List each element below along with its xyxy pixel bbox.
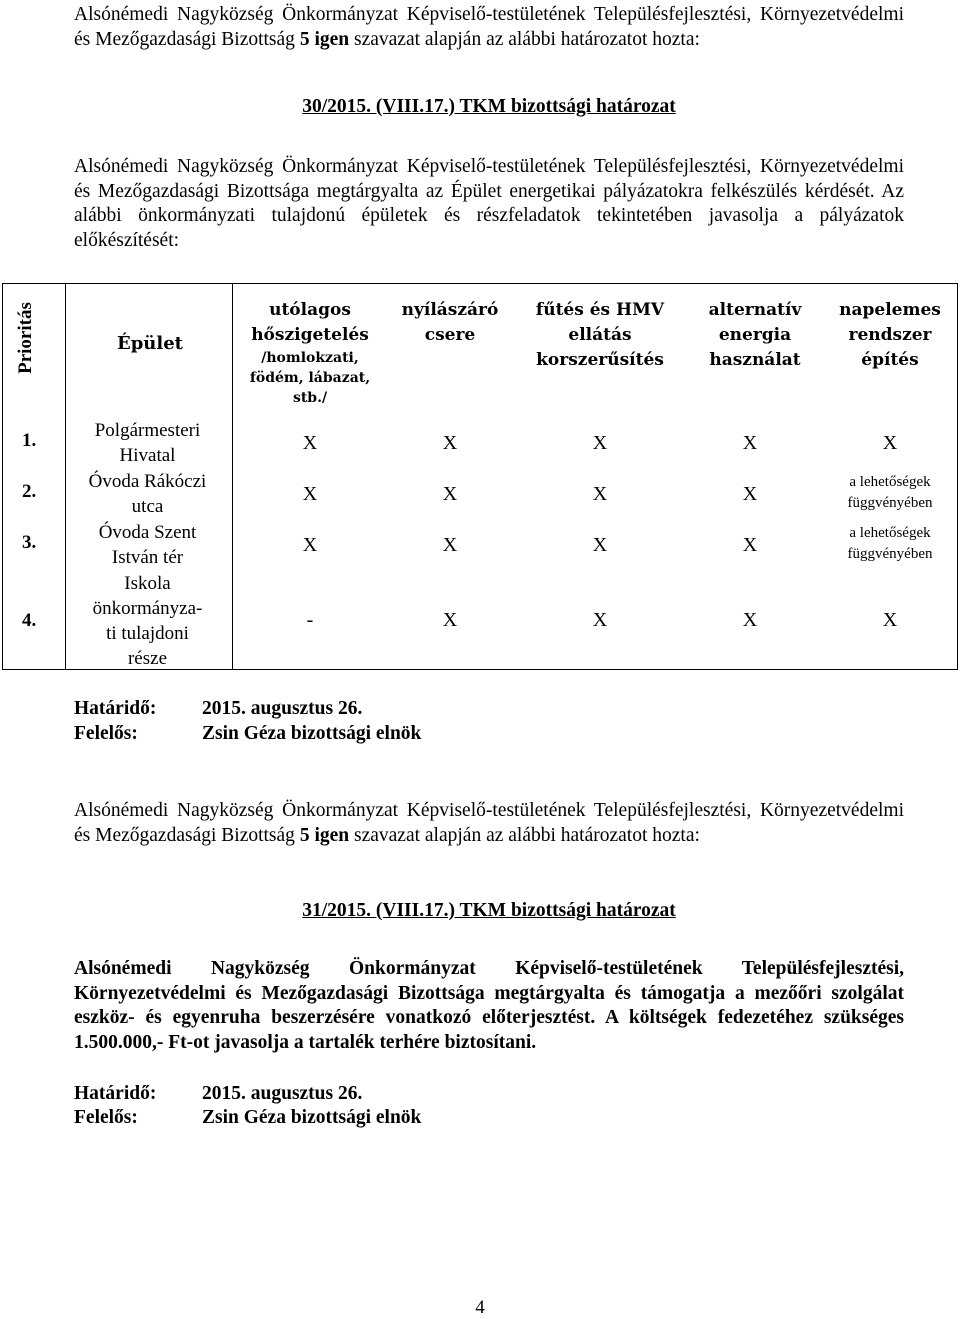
row-4-building: Iskola önkormányza- ti tulajdoni része xyxy=(92,573,203,669)
table-cell: X xyxy=(442,609,458,631)
resolution-30-responsible: Felelős: Zsin Géza bizottsági elnök xyxy=(74,723,422,744)
row-1-number: 1. xyxy=(22,430,37,451)
resolution-30-title: 30/2015. (VIII.17.) TKM bizottsági határozat xyxy=(302,96,676,117)
resolution-31-responsible: Felelős: Zsin Géza bizottsági elnök xyxy=(74,1107,422,1128)
resolution-31-title: 31/2015. (VIII.17.) TKM bizottsági határozat xyxy=(302,900,676,921)
row-2-number: 2. xyxy=(22,481,37,502)
alternative-energy-header: alternatív energia használat xyxy=(708,300,802,370)
table-cell: X xyxy=(302,483,318,505)
table-cell: X xyxy=(592,534,608,556)
table-cell: X xyxy=(742,534,758,556)
solar-header: napelemes rendszer építés xyxy=(839,300,941,370)
table-cell: X xyxy=(882,432,898,454)
table-cell: X xyxy=(442,432,458,454)
row-3-number: 3. xyxy=(22,532,37,553)
row-4-number: 4. xyxy=(22,610,37,631)
window-header: nyílászáró csere xyxy=(401,300,499,345)
page-number: 4 xyxy=(475,1297,485,1318)
table-cell: X xyxy=(442,483,458,505)
row-2-building: Óvoda Rákóczi utca xyxy=(88,471,207,517)
insulation-header: utólagos hőszigetelés /homlokzati, födém, lábazat, stb./ xyxy=(249,300,371,406)
table-cell: X xyxy=(442,534,458,556)
table-cell: X xyxy=(592,609,608,631)
table-cell-note: a lehetőségek függvényében xyxy=(847,474,933,511)
resolution-31-body: Alsónémedi Nagyközség Önkormányzat Képviselő-testületének Településfejlesztési, Környezetvédelmi és Mezőgazdasági Bizottsága megtárgyalta és támogatja a mezőőri szolgálat eszköz- és egyenruha beszerzésére vonatkozó előterjesztést. A költségek fedezetéhez szükséges 1.500.000,- Ft-ot javasolja a tartalék terhére biztosítani. xyxy=(74,958,904,1053)
row-1-building: Polgármesteri Hivatal xyxy=(94,420,201,466)
table-cell: X xyxy=(742,432,758,454)
table-cell: - xyxy=(306,609,314,631)
resolution-31-deadline: Határidő: 2015. augusztus 26. xyxy=(74,1083,363,1104)
table-cell: X xyxy=(302,534,318,556)
table-cell: X xyxy=(302,432,318,454)
table-cell: X xyxy=(592,483,608,505)
table-cell-note: a lehetőségek függvényében xyxy=(847,525,933,562)
intro-paragraph-2: Alsónémedi Nagyközség Önkormányzat Képviselő-testületének Településfejlesztési, Környezetvédelmi és Mezőgazdasági Bizottság 5 igen szavazat alapján az alábbi határozatot hozta: xyxy=(74,800,904,846)
table-cell: X xyxy=(592,432,608,454)
heating-header: fűtés és HMV ellátás korszerűsítés xyxy=(535,300,665,370)
intro-paragraph-1: Alsónémedi Nagyközség Önkormányzat Képviselő-testületének Településfejlesztési, Környezetvédelmi és Mezőgazdasági Bizottság 5 igen szavazat alapján az alábbi határozatot hozta: xyxy=(74,4,904,50)
resolution-30-deadline: Határidő: 2015. augusztus 26. xyxy=(74,698,363,719)
building-header: Épület xyxy=(117,333,183,354)
table-cell: X xyxy=(882,609,898,631)
priority-header: Prioritás xyxy=(14,302,36,374)
resolution-30-body: Alsónémedi Nagyközség Önkormányzat Képviselő-testületének Településfejlesztési, Környezetvédelmi és Mezőgazdasági Bizottsága megtárgyalta az Épület energetikai pályázatokra felkészülés kérdését. Az alábbi önkormányzati tulajdonú épületek és részfeladatok tekintetében javasolja a pályázatok előkészítését: xyxy=(74,156,904,251)
table-cell: X xyxy=(742,609,758,631)
row-3-building: Óvoda Szent István tér xyxy=(98,522,197,568)
table-cell: X xyxy=(742,483,758,505)
